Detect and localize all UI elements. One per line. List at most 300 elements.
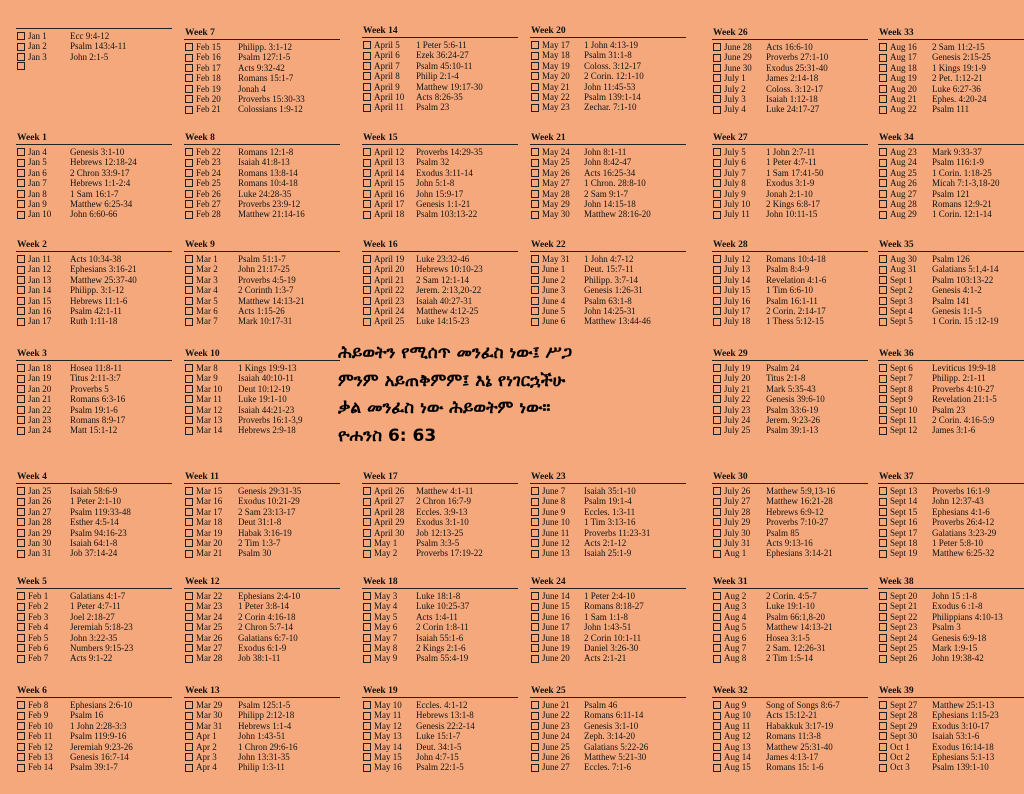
reading-checkbox[interactable]	[185, 427, 193, 435]
reading-checkbox[interactable]	[879, 753, 887, 761]
reading-checkbox[interactable]	[879, 518, 887, 526]
reading-checkbox[interactable]	[363, 159, 371, 167]
reading-checkbox[interactable]	[531, 644, 539, 652]
reading-checkbox[interactable]	[185, 85, 193, 93]
reading-checkbox[interactable]	[17, 427, 25, 435]
reading-checkbox[interactable]	[713, 603, 721, 611]
reading-checkbox[interactable]	[879, 634, 887, 642]
reading-checkbox[interactable]	[531, 148, 539, 156]
reading-checkbox[interactable]	[879, 307, 887, 315]
reading-checkbox[interactable]	[713, 592, 721, 600]
reading-checkbox[interactable]	[713, 712, 721, 720]
reading-checkbox[interactable]	[363, 200, 371, 208]
reading-checkbox[interactable]	[531, 93, 539, 101]
reading-checkbox[interactable]	[363, 307, 371, 315]
reading-checkbox[interactable]	[185, 603, 193, 611]
reading-checkbox[interactable]	[185, 623, 193, 631]
reading-checkbox[interactable]	[879, 764, 887, 772]
reading-checkbox[interactable]	[879, 508, 887, 516]
reading-checkbox[interactable]	[185, 74, 193, 82]
reading-checkbox[interactable]	[713, 190, 721, 198]
reading-checkbox[interactable]	[879, 427, 887, 435]
reading-checkbox[interactable]	[17, 592, 25, 600]
reading-checkbox[interactable]	[879, 487, 887, 495]
reading-checkbox[interactable]	[17, 297, 25, 305]
reading-checkbox[interactable]	[879, 623, 887, 631]
reading-checkbox[interactable]	[17, 550, 25, 558]
reading-passage: Psalm 19:1-6	[70, 404, 118, 415]
reading-passage: Matthew 25:31-40	[766, 741, 833, 752]
reading-checkbox[interactable]	[17, 487, 25, 495]
reading-checkbox[interactable]	[879, 85, 887, 93]
reading-checkbox[interactable]	[713, 297, 721, 305]
reading-checkbox[interactable]	[879, 550, 887, 558]
reading-checkbox[interactable]	[713, 427, 721, 435]
reading-checkbox[interactable]	[531, 539, 539, 547]
reading-checkbox[interactable]	[531, 498, 539, 506]
reading-checkbox[interactable]	[363, 72, 371, 80]
reading-checkbox[interactable]	[879, 701, 887, 709]
reading-checkbox[interactable]	[17, 385, 25, 393]
reading-date: Jan 27	[28, 506, 52, 517]
reading-row	[362, 710, 518, 720]
reading-checkbox[interactable]	[713, 375, 721, 383]
reading-checkbox[interactable]	[185, 179, 193, 187]
reading-checkbox[interactable]	[185, 286, 193, 294]
reading-checkbox[interactable]	[17, 266, 25, 274]
reading-checkbox[interactable]	[879, 74, 887, 82]
reading-checkbox[interactable]	[713, 364, 721, 372]
reading-checkbox[interactable]	[363, 753, 371, 761]
reading-date: Aug 10	[724, 710, 751, 721]
reading-passage: 2 Tim 1:5-14	[766, 653, 814, 664]
reading-checkbox[interactable]	[185, 395, 193, 403]
reading-checkbox[interactable]	[531, 297, 539, 305]
reading-checkbox[interactable]	[185, 743, 193, 751]
reading-checkbox[interactable]	[363, 634, 371, 642]
reading-row	[16, 384, 172, 394]
reading-checkbox[interactable]	[17, 318, 25, 326]
reading-checkbox[interactable]	[879, 722, 887, 730]
reading-checkbox[interactable]	[713, 655, 721, 663]
reading-checkbox[interactable]	[17, 148, 25, 156]
reading-checkbox[interactable]	[17, 62, 25, 70]
reading-checkbox[interactable]	[185, 712, 193, 720]
reading-checkbox[interactable]	[531, 487, 539, 495]
reading-checkbox[interactable]	[363, 613, 371, 621]
reading-checkbox[interactable]	[713, 276, 721, 284]
reading-checkbox[interactable]	[531, 732, 539, 740]
reading-checkbox[interactable]	[185, 753, 193, 761]
reading-checkbox[interactable]	[17, 655, 25, 663]
reading-checkbox[interactable]	[17, 159, 25, 167]
reading-checkbox[interactable]	[363, 644, 371, 652]
reading-checkbox[interactable]	[879, 603, 887, 611]
reading-checkbox[interactable]	[531, 743, 539, 751]
reading-checkbox[interactable]	[531, 159, 539, 167]
reading-checkbox[interactable]	[17, 603, 25, 611]
reading-checkbox[interactable]	[713, 764, 721, 772]
reading-checkbox[interactable]	[713, 743, 721, 751]
reading-checkbox[interactable]	[17, 211, 25, 219]
reading-checkbox[interactable]	[713, 211, 721, 219]
reading-checkbox[interactable]	[713, 169, 721, 177]
reading-checkbox[interactable]	[713, 508, 721, 516]
reading-checkbox[interactable]	[531, 255, 539, 263]
reading-checkbox[interactable]	[363, 518, 371, 526]
reading-checkbox[interactable]	[17, 764, 25, 772]
reading-checkbox[interactable]	[879, 364, 887, 372]
reading-checkbox[interactable]	[713, 416, 721, 424]
reading-checkbox[interactable]	[363, 592, 371, 600]
reading-date: Mar 23	[196, 601, 223, 612]
reading-checkbox[interactable]	[713, 307, 721, 315]
reading-checkbox[interactable]	[185, 364, 193, 372]
reading-checkbox[interactable]	[531, 508, 539, 516]
reading-checkbox[interactable]	[17, 276, 25, 284]
reading-checkbox[interactable]	[17, 416, 25, 424]
reading-checkbox[interactable]	[713, 623, 721, 631]
reading-checkbox[interactable]	[185, 498, 193, 506]
reading-row	[878, 275, 1024, 285]
reading-passage: Mark 5:35-43	[766, 383, 816, 394]
reading-checkbox[interactable]	[713, 43, 721, 51]
reading-checkbox[interactable]	[185, 211, 193, 219]
reading-checkbox[interactable]	[879, 644, 887, 652]
reading-checkbox[interactable]	[879, 529, 887, 537]
reading-row	[16, 731, 172, 741]
reading-row	[16, 394, 172, 404]
reading-checkbox[interactable]	[363, 255, 371, 263]
reading-checkbox[interactable]	[363, 62, 371, 70]
reading-checkbox[interactable]	[185, 518, 193, 526]
reading-checkbox[interactable]	[17, 644, 25, 652]
reading-checkbox[interactable]	[531, 169, 539, 177]
reading-checkbox[interactable]	[17, 364, 25, 372]
reading-checkbox[interactable]	[713, 85, 721, 93]
reading-checkbox[interactable]	[363, 498, 371, 506]
reading-checkbox[interactable]	[879, 255, 887, 263]
reading-checkbox[interactable]	[879, 148, 887, 156]
reading-checkbox[interactable]	[363, 712, 371, 720]
reading-checkbox[interactable]	[713, 148, 721, 156]
reading-date: May 28	[542, 188, 570, 199]
reading-checkbox[interactable]	[363, 276, 371, 284]
reading-checkbox[interactable]	[531, 753, 539, 761]
reading-checkbox[interactable]	[879, 743, 887, 751]
reading-checkbox[interactable]	[363, 104, 371, 112]
reading-checkbox[interactable]	[363, 190, 371, 198]
reading-checkbox[interactable]	[879, 592, 887, 600]
reading-checkbox[interactable]	[185, 95, 193, 103]
reading-checkbox[interactable]	[17, 539, 25, 547]
reading-checkbox[interactable]	[17, 200, 25, 208]
reading-checkbox[interactable]	[531, 266, 539, 274]
reading-checkbox[interactable]	[713, 200, 721, 208]
reading-checkbox[interactable]	[879, 406, 887, 414]
reading-checkbox[interactable]	[879, 179, 887, 187]
reading-checkbox[interactable]	[185, 297, 193, 305]
reading-checkbox[interactable]	[713, 406, 721, 414]
reading-checkbox[interactable]	[879, 43, 887, 51]
reading-passage: Acts 1:4-11	[416, 611, 458, 622]
week-block	[530, 472, 686, 559]
reading-checkbox[interactable]	[185, 307, 193, 315]
reading-checkbox[interactable]	[17, 732, 25, 740]
reading-checkbox[interactable]	[531, 83, 539, 91]
reading-checkbox[interactable]	[363, 266, 371, 274]
reading-checkbox[interactable]	[879, 732, 887, 740]
reading-checkbox[interactable]	[185, 54, 193, 62]
reading-checkbox[interactable]	[531, 307, 539, 315]
reading-checkbox[interactable]	[713, 255, 721, 263]
reading-checkbox[interactable]	[879, 95, 887, 103]
reading-checkbox[interactable]	[879, 385, 887, 393]
reading-checkbox[interactable]	[879, 498, 887, 506]
reading-checkbox[interactable]	[879, 297, 887, 305]
reading-checkbox[interactable]	[879, 539, 887, 547]
reading-checkbox[interactable]	[363, 286, 371, 294]
reading-checkbox[interactable]	[185, 508, 193, 516]
reading-date: July 26	[724, 486, 751, 496]
reading-checkbox[interactable]	[17, 613, 25, 621]
reading-checkbox[interactable]	[185, 169, 193, 177]
reading-checkbox[interactable]	[17, 406, 25, 414]
reading-checkbox[interactable]	[185, 764, 193, 772]
reading-checkbox[interactable]	[363, 508, 371, 516]
reading-checkbox[interactable]	[713, 498, 721, 506]
reading-checkbox[interactable]	[713, 318, 721, 326]
reading-checkbox[interactable]	[185, 722, 193, 730]
reading-checkbox[interactable]	[17, 508, 25, 516]
reading-checkbox[interactable]	[363, 487, 371, 495]
reading-checkbox[interactable]	[17, 743, 25, 751]
reading-checkbox[interactable]	[185, 106, 193, 114]
reading-checkbox[interactable]	[879, 211, 887, 219]
reading-checkbox[interactable]	[713, 95, 721, 103]
reading-checkbox[interactable]	[879, 613, 887, 621]
reading-checkbox[interactable]	[531, 190, 539, 198]
reading-checkbox[interactable]	[879, 276, 887, 284]
reading-checkbox[interactable]	[185, 276, 193, 284]
reading-checkbox[interactable]	[185, 64, 193, 72]
reading-checkbox[interactable]	[185, 200, 193, 208]
reading-checkbox[interactable]	[363, 52, 371, 60]
reading-checkbox[interactable]	[879, 318, 887, 326]
reading-checkbox[interactable]	[713, 644, 721, 652]
reading-checkbox[interactable]	[17, 518, 25, 526]
reading-checkbox[interactable]	[17, 169, 25, 177]
reading-checkbox[interactable]	[363, 148, 371, 156]
reading-checkbox[interactable]	[879, 54, 887, 62]
reading-checkbox[interactable]	[713, 722, 721, 730]
reading-checkbox[interactable]	[879, 416, 887, 424]
reading-checkbox[interactable]	[17, 307, 25, 315]
reading-checkbox[interactable]	[713, 74, 721, 82]
reading-checkbox[interactable]	[363, 550, 371, 558]
reading-checkbox[interactable]	[531, 592, 539, 600]
reading-checkbox[interactable]	[531, 603, 539, 611]
reading-checkbox[interactable]	[713, 518, 721, 526]
reading-checkbox[interactable]	[17, 32, 25, 40]
reading-checkbox[interactable]	[363, 529, 371, 537]
reading-checkbox[interactable]	[185, 318, 193, 326]
reading-checkbox[interactable]	[17, 722, 25, 730]
reading-passage: 1 Corin. 15 :12-19	[932, 316, 999, 327]
reading-checkbox[interactable]	[531, 722, 539, 730]
reading-checkbox[interactable]	[531, 712, 539, 720]
reading-checkbox[interactable]	[713, 266, 721, 274]
reading-checkbox[interactable]	[17, 255, 25, 263]
reading-checkbox[interactable]	[713, 159, 721, 167]
reading-checkbox[interactable]	[531, 52, 539, 60]
reading-checkbox[interactable]	[531, 613, 539, 621]
reading-checkbox[interactable]	[531, 276, 539, 284]
reading-checkbox[interactable]	[363, 41, 371, 49]
reading-checkbox[interactable]	[713, 613, 721, 621]
reading-checkbox[interactable]	[363, 743, 371, 751]
reading-checkbox[interactable]	[531, 634, 539, 642]
reading-passage: 1 Peter 4:7-11	[766, 157, 817, 168]
reading-checkbox[interactable]	[531, 179, 539, 187]
reading-checkbox[interactable]	[713, 385, 721, 393]
reading-checkbox[interactable]	[17, 712, 25, 720]
reading-checkbox[interactable]	[363, 83, 371, 91]
reading-checkbox[interactable]	[531, 623, 539, 631]
reading-checkbox[interactable]	[185, 644, 193, 652]
reading-checkbox[interactable]	[531, 72, 539, 80]
reading-checkbox[interactable]	[531, 550, 539, 558]
reading-checkbox[interactable]	[363, 722, 371, 730]
reading-checkbox[interactable]	[17, 286, 25, 294]
reading-checkbox[interactable]	[185, 406, 193, 414]
reading-checkbox[interactable]	[363, 539, 371, 547]
reading-checkbox[interactable]	[185, 416, 193, 424]
reading-passage: Mark 1:9-15	[932, 643, 978, 654]
reading-checkbox[interactable]	[17, 395, 25, 403]
reading-checkbox[interactable]	[17, 179, 25, 187]
reading-checkbox[interactable]	[185, 539, 193, 547]
reading-checkbox[interactable]	[879, 266, 887, 274]
reading-checkbox[interactable]	[531, 701, 539, 709]
reading-checkbox[interactable]	[185, 375, 193, 383]
reading-passage: Psalm 141	[932, 295, 970, 306]
reading-checkbox[interactable]	[363, 318, 371, 326]
reading-passage: Proverbs 15:30-33	[238, 94, 305, 105]
reading-checkbox[interactable]	[17, 701, 25, 709]
reading-checkbox[interactable]	[363, 169, 371, 177]
reading-checkbox[interactable]	[531, 41, 539, 49]
reading-checkbox[interactable]	[185, 159, 193, 167]
reading-checkbox[interactable]	[185, 148, 193, 156]
reading-checkbox[interactable]	[531, 62, 539, 70]
reading-checkbox[interactable]	[363, 179, 371, 187]
reading-checkbox[interactable]	[185, 613, 193, 621]
reading-row	[712, 84, 868, 94]
reading-checkbox[interactable]	[531, 211, 539, 219]
reading-checkbox[interactable]	[713, 634, 721, 642]
reading-checkbox[interactable]	[713, 539, 721, 547]
reading-checkbox[interactable]	[713, 550, 721, 558]
reading-checkbox[interactable]	[713, 753, 721, 761]
reading-checkbox[interactable]	[363, 623, 371, 631]
reading-checkbox[interactable]	[531, 104, 539, 112]
reading-checkbox[interactable]	[363, 732, 371, 740]
reading-checkbox[interactable]	[185, 266, 193, 274]
reading-checkbox[interactable]	[713, 395, 721, 403]
reading-checkbox[interactable]	[879, 159, 887, 167]
reading-checkbox[interactable]	[185, 655, 193, 663]
reading-checkbox[interactable]	[879, 200, 887, 208]
reading-checkbox[interactable]	[363, 211, 371, 219]
reading-checkbox[interactable]	[879, 375, 887, 383]
reading-passage: Genesis 6:9-18	[932, 632, 987, 643]
reading-checkbox[interactable]	[531, 286, 539, 294]
reading-checkbox[interactable]	[879, 169, 887, 177]
reading-checkbox[interactable]	[363, 655, 371, 663]
reading-checkbox[interactable]	[17, 623, 25, 631]
reading-checkbox[interactable]	[185, 529, 193, 537]
reading-checkbox[interactable]	[17, 529, 25, 537]
reading-checkbox[interactable]	[879, 712, 887, 720]
reading-checkbox[interactable]	[531, 655, 539, 663]
reading-checkbox[interactable]	[17, 375, 25, 383]
reading-checkbox[interactable]	[879, 64, 887, 72]
reading-checkbox[interactable]	[713, 106, 721, 114]
reading-checkbox[interactable]	[363, 93, 371, 101]
reading-checkbox[interactable]	[17, 498, 25, 506]
reading-checkbox[interactable]	[363, 297, 371, 305]
reading-checkbox[interactable]	[363, 764, 371, 772]
reading-checkbox[interactable]	[713, 286, 721, 294]
reading-checkbox[interactable]	[713, 732, 721, 740]
reading-checkbox[interactable]	[713, 54, 721, 62]
reading-checkbox[interactable]	[185, 592, 193, 600]
reading-checkbox[interactable]	[879, 106, 887, 114]
reading-checkbox[interactable]	[185, 385, 193, 393]
reading-checkbox[interactable]	[713, 179, 721, 187]
reading-checkbox[interactable]	[185, 550, 193, 558]
reading-checkbox[interactable]	[713, 64, 721, 72]
reading-checkbox[interactable]	[17, 43, 25, 51]
reading-checkbox[interactable]	[531, 529, 539, 537]
reading-checkbox[interactable]	[713, 487, 721, 495]
reading-checkbox[interactable]	[17, 634, 25, 642]
reading-checkbox[interactable]	[531, 764, 539, 772]
reading-checkbox[interactable]	[185, 634, 193, 642]
reading-checkbox[interactable]	[185, 487, 193, 495]
reading-checkbox[interactable]	[185, 255, 193, 263]
reading-checkbox[interactable]	[879, 395, 887, 403]
reading-checkbox[interactable]	[17, 753, 25, 761]
reading-checkbox[interactable]	[713, 529, 721, 537]
reading-checkbox[interactable]	[185, 190, 193, 198]
reading-checkbox[interactable]	[185, 701, 193, 709]
reading-checkbox[interactable]	[185, 732, 193, 740]
reading-checkbox[interactable]	[531, 318, 539, 326]
reading-checkbox[interactable]	[879, 286, 887, 294]
reading-checkbox[interactable]	[879, 655, 887, 663]
reading-checkbox[interactable]	[531, 518, 539, 526]
reading-checkbox[interactable]	[17, 53, 25, 61]
reading-checkbox[interactable]	[713, 701, 721, 709]
reading-checkbox[interactable]	[363, 603, 371, 611]
reading-checkbox[interactable]	[363, 701, 371, 709]
reading-checkbox[interactable]	[531, 200, 539, 208]
reading-checkbox[interactable]	[17, 190, 25, 198]
reading-checkbox[interactable]	[879, 190, 887, 198]
reading-checkbox[interactable]	[185, 43, 193, 51]
